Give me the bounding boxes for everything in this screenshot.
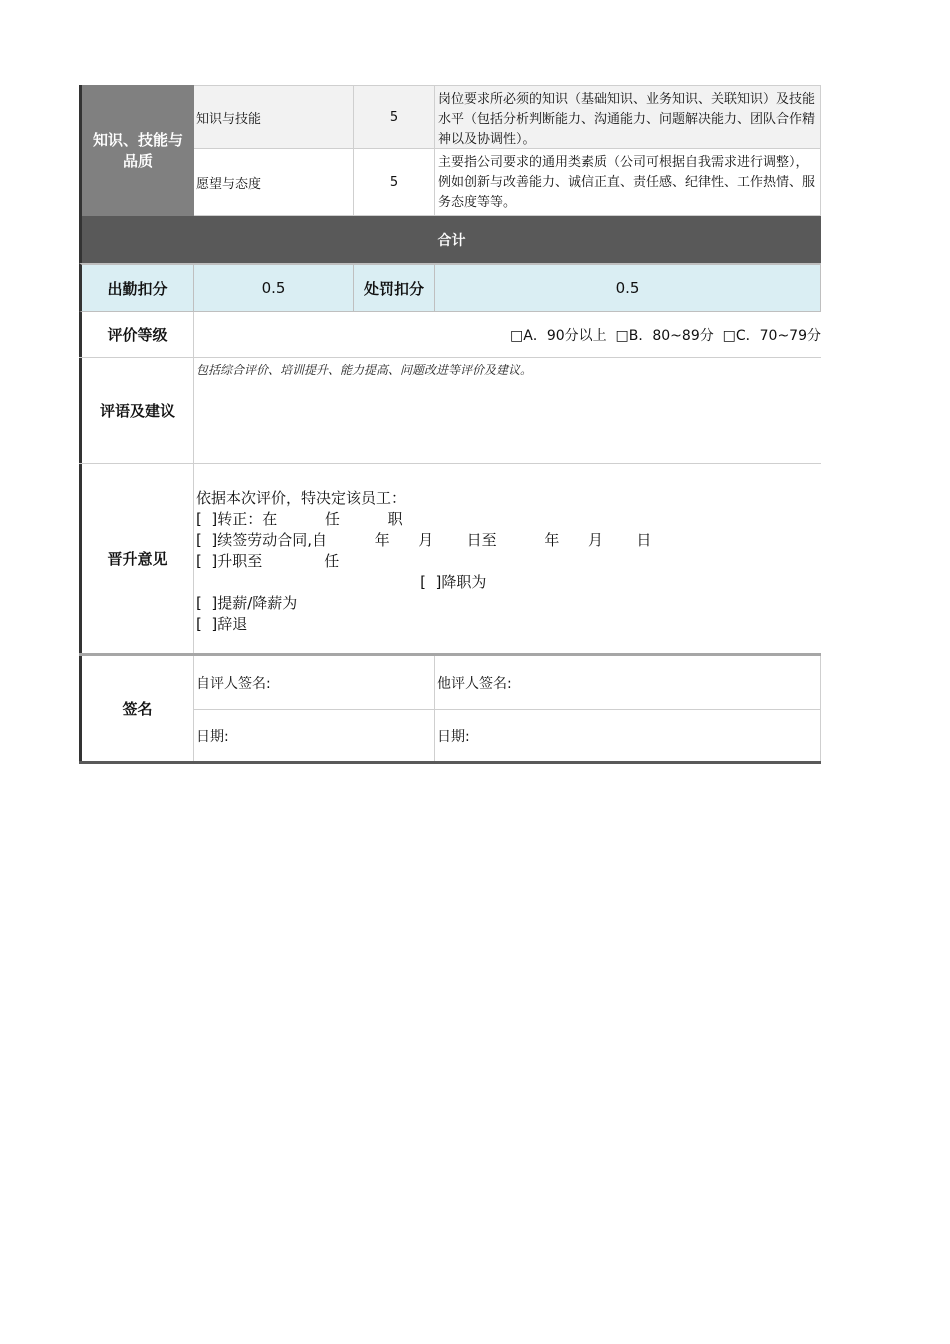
promotion-intro: 依据本次评价，特决定该员工：: [196, 489, 407, 507]
other-signature-field[interactable]: 他评人签名:: [435, 656, 821, 710]
other-date-field[interactable]: 日期:: [435, 710, 821, 761]
item-score[interactable]: 5: [354, 149, 435, 215]
total-label: 合计: [437, 232, 466, 249]
item-description: 岗位要求所必须的知识（基础知识、业务知识、关联知识）及技能水平（包括分析判断能力、沟通能力、问题解决能力、团队合作精神以及协调性）。: [435, 86, 821, 148]
comment-hint[interactable]: 包括综合评价、培训提升、能力提高、问题改进等评价及建议。: [196, 363, 533, 377]
table-row: [194, 85, 821, 148]
promotion-options: [196, 488, 651, 635]
total-row: [79, 216, 821, 263]
comment-label: 评语及建议: [79, 358, 194, 463]
promotion-option-promote[interactable]: [ ]升职至 任: [196, 552, 340, 570]
promotion-option-dismiss[interactable]: [ ]辞退: [196, 615, 248, 633]
penalty-label: 处罚扣分: [354, 265, 435, 311]
grade-row: [79, 312, 821, 358]
signature-label: 签名: [79, 656, 194, 761]
item-score[interactable]: 5: [354, 86, 435, 148]
promotion-option-confirm[interactable]: [ ]转正：在 任 职: [196, 510, 403, 528]
item-name: 愿望与态度: [194, 149, 354, 215]
promotion-option-salary[interactable]: [ ]提薪/降薪为: [196, 594, 298, 612]
comment-row: [79, 358, 821, 464]
attendance-label: 出勤扣分: [82, 265, 194, 311]
grade-options[interactable]: □A．90分以上 □B．80~89分 □C．70~79分: [510, 327, 821, 344]
knowledge-section-label: 知识、技能与品质: [79, 85, 194, 216]
promotion-option-demote[interactable]: [ ]降职为: [196, 573, 487, 591]
item-name: 知识与技能: [194, 86, 354, 148]
self-date-field[interactable]: 日期:: [194, 710, 435, 761]
penalty-value[interactable]: 0.5: [435, 265, 821, 311]
item-description: 主要指公司要求的通用类素质（公司可根据自我需求进行调整），例如创新与改善能力、诚信正直、责任感、纪律性、工作热情、服务态度等等。: [435, 149, 821, 215]
attendance-row: [79, 263, 821, 312]
grade-label: 评价等级: [79, 312, 194, 357]
appraisal-form: [79, 85, 821, 764]
knowledge-section: [79, 85, 821, 216]
table-row: [194, 148, 821, 216]
signature-grid: [194, 656, 821, 761]
promotion-option-renew[interactable]: [ ]续签劳动合同,自 年 月 日至 年 月 日: [196, 531, 652, 549]
attendance-value[interactable]: 0.5: [194, 265, 354, 311]
self-signature-field[interactable]: 自评人签名:: [194, 656, 435, 710]
promotion-row: [79, 464, 821, 656]
promotion-label: 晋升意见: [79, 464, 194, 653]
signature-row: [79, 656, 821, 764]
